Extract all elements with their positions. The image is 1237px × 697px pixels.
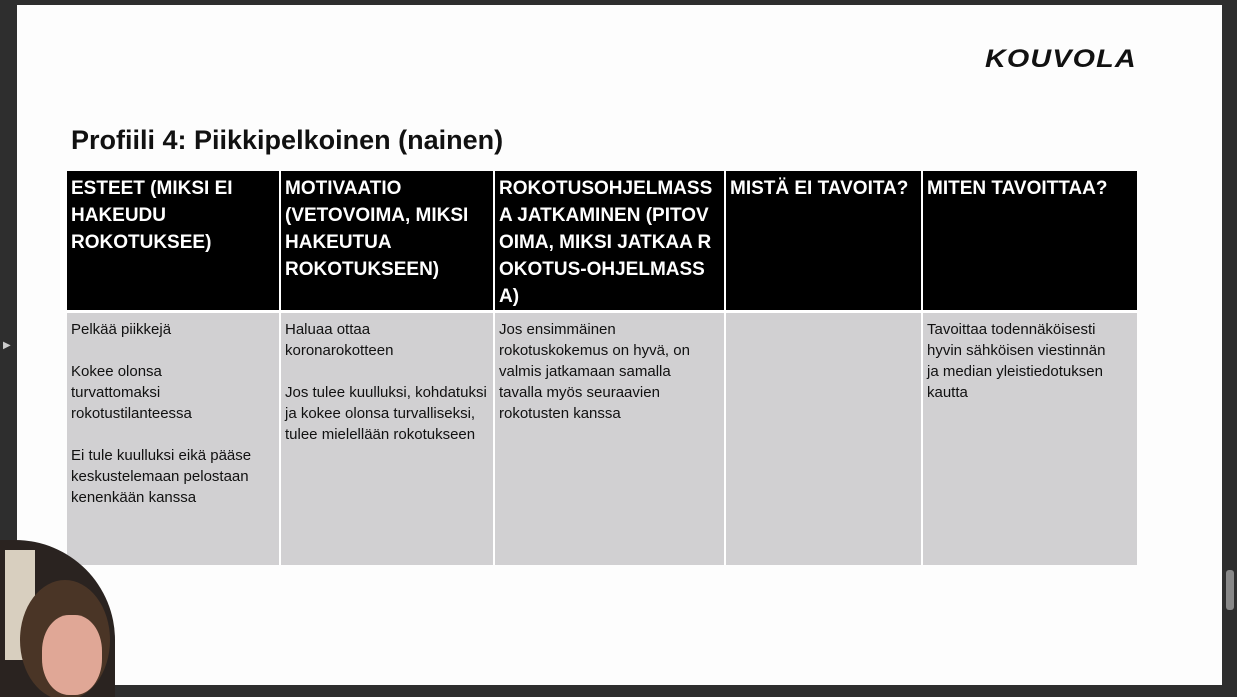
cell-text: Haluaa ottaa koronarokotteen bbox=[285, 321, 394, 359]
table-cell bbox=[67, 312, 280, 566]
table-header-row bbox=[67, 171, 1137, 312]
column-header: ROKOTUSOHJELMASSA JATKAMINEN (PITOVOIMA, MIKSI JATKAA ROKOTUS-OHJELMASSA) bbox=[494, 171, 725, 312]
table-cell bbox=[725, 312, 922, 566]
cell-text: Jos ensimmäinen rokotuskokemus on hyvä, on valmis jatkamaan samalla tavalla myös seuraavien rokotusten kanssa bbox=[499, 321, 690, 422]
profile-table bbox=[67, 171, 1137, 565]
column-header: MISTÄ EI TAVOITA? bbox=[725, 171, 922, 312]
cell-text: Pelkää piikkejä bbox=[71, 321, 172, 338]
kouvola-logo: KOUVOLA bbox=[985, 45, 1137, 73]
cell-text: Jos tulee kuulluksi, kohdatuksi ja kokee olonsa turvalliseksi, tulee mielellään rokotukseen bbox=[285, 384, 487, 443]
table-cell bbox=[494, 312, 725, 566]
scrollbar[interactable] bbox=[1226, 570, 1234, 610]
cell-text: Tavoittaa todennäköisesti hyvin sähköisen viestinnän ja median yleistiedotuksen kautta bbox=[927, 321, 1106, 401]
column-header: MOTIVAATIO (VETOVOIMA, MIKSI HAKEUTUA ROKOTUKSEEN) bbox=[280, 171, 494, 312]
expand-arrow-icon[interactable]: ▶ bbox=[3, 340, 11, 351]
table-cell bbox=[280, 312, 494, 566]
column-header: MITEN TAVOITTAA? bbox=[922, 171, 1137, 312]
table-cell bbox=[922, 312, 1137, 566]
column-header: ESTEET (MIKSI EI HAKEUDU ROKOTUKSEE) bbox=[67, 171, 280, 312]
cell-text: Kokee olonsa turvattomaksi rokotustilanteessa bbox=[71, 363, 192, 422]
cell-text: Ei tule kuulluksi eikä pääse keskustelemaan pelostaan kenenkään kanssa bbox=[71, 447, 252, 506]
presentation-slide bbox=[17, 5, 1222, 685]
slide-title: Profiili 4: Piikkipelkoinen (nainen) bbox=[71, 125, 504, 155]
table-row bbox=[67, 312, 1137, 566]
